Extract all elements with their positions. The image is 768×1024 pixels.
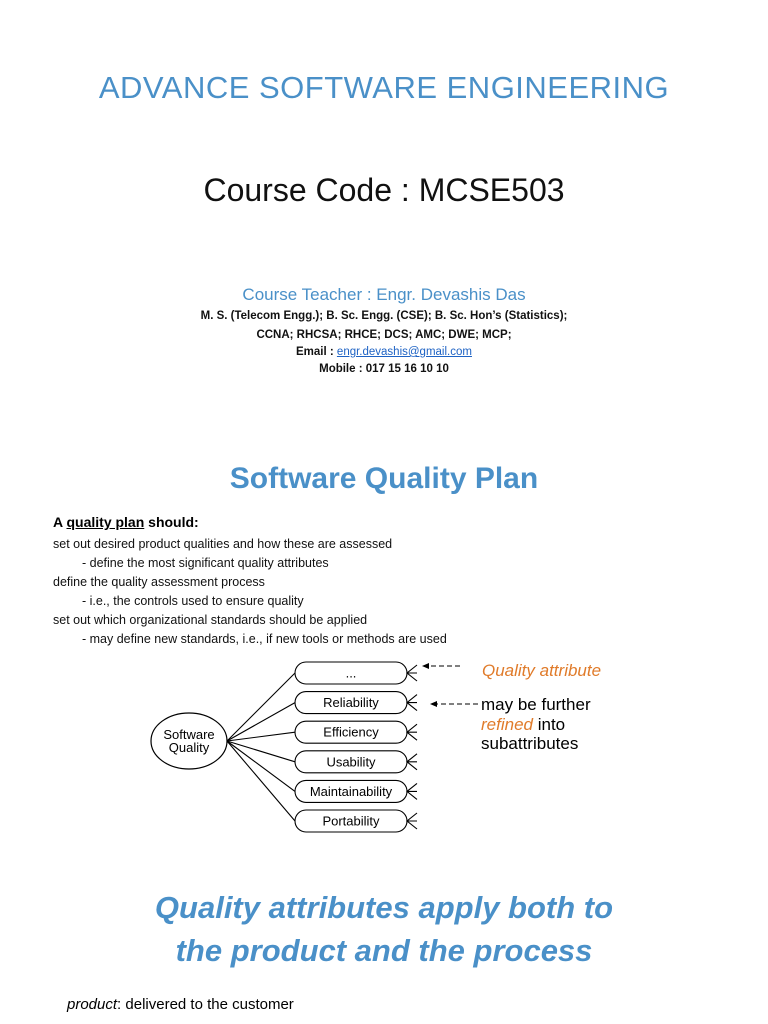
crow-foot-marker <box>407 665 417 681</box>
connector-line <box>227 732 295 741</box>
annotation-refined-word: refined <box>481 715 533 734</box>
attribute-label: Portability <box>322 813 380 829</box>
connector-line <box>227 741 295 791</box>
root-label-line-1: Software <box>163 727 215 742</box>
connector-line <box>227 741 295 762</box>
qualifications-line-1: M. S. (Telecom Engg.); B. Sc. Engg. (CSE); B. Sc. Hon’s (Statistics); <box>200 310 568 322</box>
qualifications-line-2: CCNA; RHCSA; RHCE; DCS; AMC; DWE; MCP; <box>256 329 512 341</box>
bullet-1: set out desired product qualities and how these are assessed <box>53 537 393 551</box>
product-term: product <box>67 996 118 1013</box>
product-definition <box>67 996 294 1013</box>
product-def-text: : delivered to the customer <box>117 996 294 1013</box>
quote-line-1: Quality attributes apply both to <box>154 890 614 925</box>
crow-foot-marker <box>407 695 417 711</box>
document-title: ADVANCE SOFTWARE ENGINEERING <box>98 70 670 105</box>
attribute-label: Usability <box>326 754 376 770</box>
attribute-label: Reliability <box>323 695 379 711</box>
plan-heading-underlined: quality plan <box>66 514 145 530</box>
connector-line <box>227 673 295 741</box>
attribute-label: ... <box>345 665 357 681</box>
bullet-3: define the quality assessment process <box>53 575 265 589</box>
root-label-line-2: Quality <box>168 740 210 755</box>
plan-heading-prefix: A <box>53 514 67 530</box>
course-teacher: Course Teacher : Engr. Devashis Das <box>242 285 526 304</box>
annotation-refined-line-1: may be further <box>481 695 591 714</box>
attribute-label: Maintainability <box>309 783 393 799</box>
arrow-head-1 <box>422 663 429 669</box>
annotation-refined-line-2 <box>481 715 565 734</box>
mobile-line: Mobile : 017 15 16 10 10 <box>319 363 449 375</box>
plan-heading-suffix: should: <box>144 514 199 530</box>
quote-line-2: the product and the process <box>175 933 593 968</box>
bullet-6: - may define new standards, i.e., if new tools or methods are used <box>82 632 447 646</box>
attribute-nodes <box>227 662 417 832</box>
crow-foot-marker <box>407 724 417 740</box>
crow-foot-marker <box>407 783 417 799</box>
attribute-label: Efficiency <box>323 724 379 740</box>
email-link[interactable]: engr.devashis@gmail.com <box>336 346 472 358</box>
annotation-quality-attribute: Quality attribute <box>482 661 602 680</box>
crow-foot-marker <box>407 813 417 829</box>
connector-line <box>227 741 295 821</box>
annotation-refined-line-3: subattributes <box>481 734 579 753</box>
email-label: Email : <box>296 346 337 358</box>
plan-heading <box>53 514 199 530</box>
email-line <box>0 346 768 358</box>
quality-quote <box>0 886 768 972</box>
crow-foot-marker <box>407 754 417 770</box>
bullet-5: set out which organizational standards should be applied <box>53 613 368 627</box>
bullet-4: - i.e., the controls used to ensure quality <box>82 594 304 608</box>
quality-attributes-diagram <box>140 650 640 850</box>
course-code: Course Code : MCSE503 <box>203 172 565 208</box>
bullet-2: - define the most significant quality attributes <box>82 556 329 570</box>
arrow-head-2 <box>430 701 437 707</box>
section-title: Software Quality Plan <box>229 462 539 495</box>
connector-line <box>227 703 295 741</box>
annotation-into-word: into <box>532 715 566 734</box>
